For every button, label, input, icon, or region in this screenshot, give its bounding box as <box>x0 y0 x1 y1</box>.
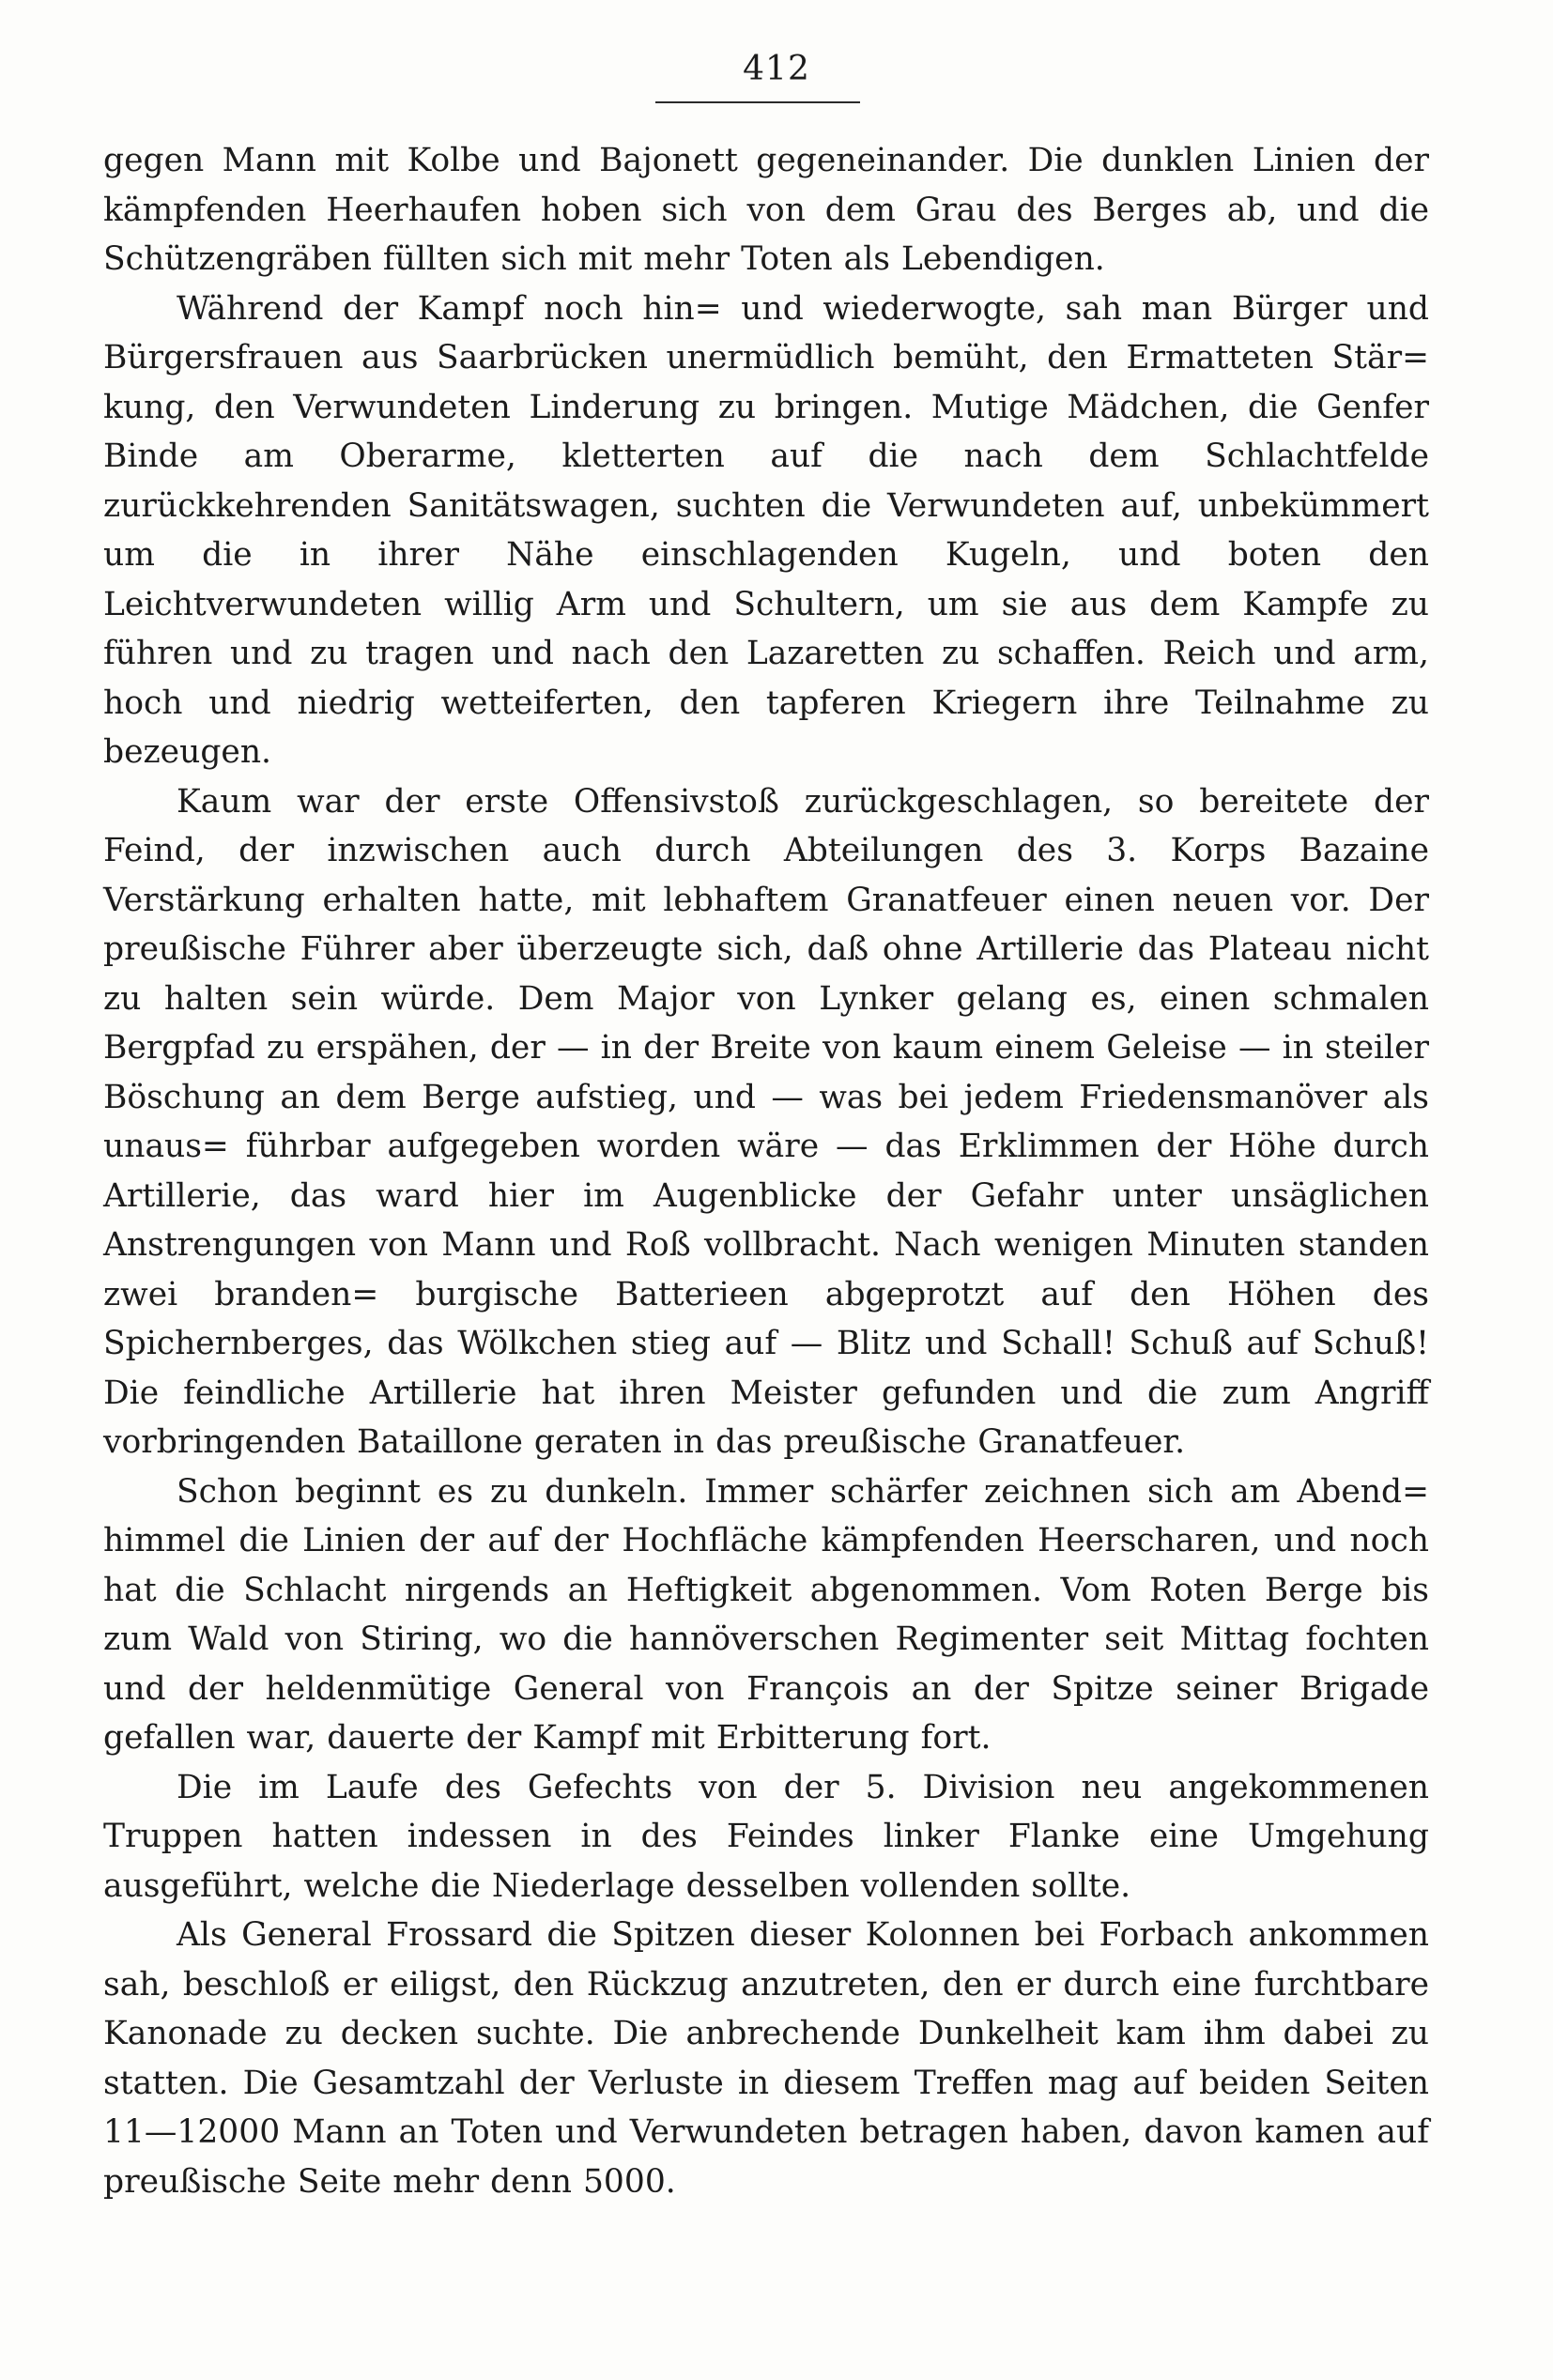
header-rule <box>655 101 860 103</box>
paragraph: Während der Kampf noch hin= und wiederwogte, sah man Bürger und Bürgersfrauen aus Saarbrücken unermüdlich bemüht, den Ermatteten Stär= kung, den Verwundeten Linderung zu bringen. Mutige Mädchen, die Genfer Binde am Oberarme, kletterten auf die nach dem Schlachtfelde zurückkehrenden Sanitätswagen, suchten die Verwundeten auf, unbekümmert um die in ihrer Nähe einschlagenden Kugeln, und boten den Leichtverwundeten willig Arm und Schultern, um sie aus dem Kampfe zu führen und zu tragen und nach den Lazaretten zu schaffen. Reich und arm, hoch und niedrig wetteiferten, den tapferen Kriegern ihre Teilnahme zu bezeugen. <box>103 289 1429 771</box>
paragraph: Die im Laufe des Gefechts von der 5. Division neu angekommenen Truppen hatten indessen in des Feindes linker Flanke eine Umgehung ausgeführt, welche die Niederlage desselben vollenden sollte. <box>103 1768 1429 1905</box>
page-number: 412 <box>743 50 810 88</box>
body-text <box>103 136 1429 2206</box>
paragraph: Als General Frossard die Spitzen dieser Kolonnen bei Forbach ankommen sah, beschloß er eiligst, den Rückzug anzutreten, den er durch eine furchtbare Kanonade zu decken suchte. Die anbrechende Dunkelheit kam ihm dabei zu statten. Die Gesamtzahl der Verluste in diesem Treffen mag auf beiden Seiten 11—12000 Mann an Toten und Verwundeten betragen haben, davon kamen auf preußische Seite mehr denn 5000. <box>103 1916 1429 2201</box>
paragraph: gegen Mann mit Kolbe und Bajonett gegeneinander. Die dunklen Linien der kämpfenden Heerhaufen hoben sich von dem Grau des Berges ab, und die Schützengräben füllten sich mit mehr Toten als Lebendigen. <box>103 142 1429 278</box>
paragraph: Kaum war der erste Offensivstoß zurückgeschlagen, so bereitete der Feind, der inzwischen auch durch Abteilungen des 3. Korps Bazaine Verstärkung erhalten hatte, mit lebhaftem Granatfeuer einen neuen vor. Der preußische Führer aber überzeugte sich, daß ohne Artillerie das Plateau nicht zu halten sein würde. Dem Major von Lynker gelang es, einen schmalen Bergpfad zu erspähen, der — in der Breite von kaum einem Geleise — in steiler Böschung an dem Berge aufstieg, und — was bei jedem Friedensmanöver als unaus= führbar aufgegeben worden wäre — das Erklimmen der Höhe durch Artillerie, das ward hier im Augenblicke der Gefahr unter unsäglichen Anstrengungen von Mann und Roß vollbracht. Nach wenigen Minuten standen zwei branden= burgische Batterieen abgeprotzt auf den Höhen des Spichernberges, das Wölkchen stieg auf — Blitz und Schall! Schuß auf Schuß! Die feindliche Artillerie hat ihren Meister gefunden und die zum Angriff vorbringenden Bataillone geraten in das preußische Granatfeuer. <box>103 782 1429 1461</box>
paragraph: Schon beginnt es zu dunkeln. Immer schärfer zeichnen sich am Abend= himmel die Linien der auf der Hochfläche kämpfenden Heerscharen, und noch hat die Schlacht nirgends an Heftigkeit abgenommen. Vom Roten Berge bis zum Wald von Stiring, wo die hannöverschen Regimenter seit Mittag fochten und der heldenmütige General von François an der Spitze seiner Brigade gefallen war, dauerte der Kampf mit Erbitterung fort. <box>103 1472 1429 1757</box>
